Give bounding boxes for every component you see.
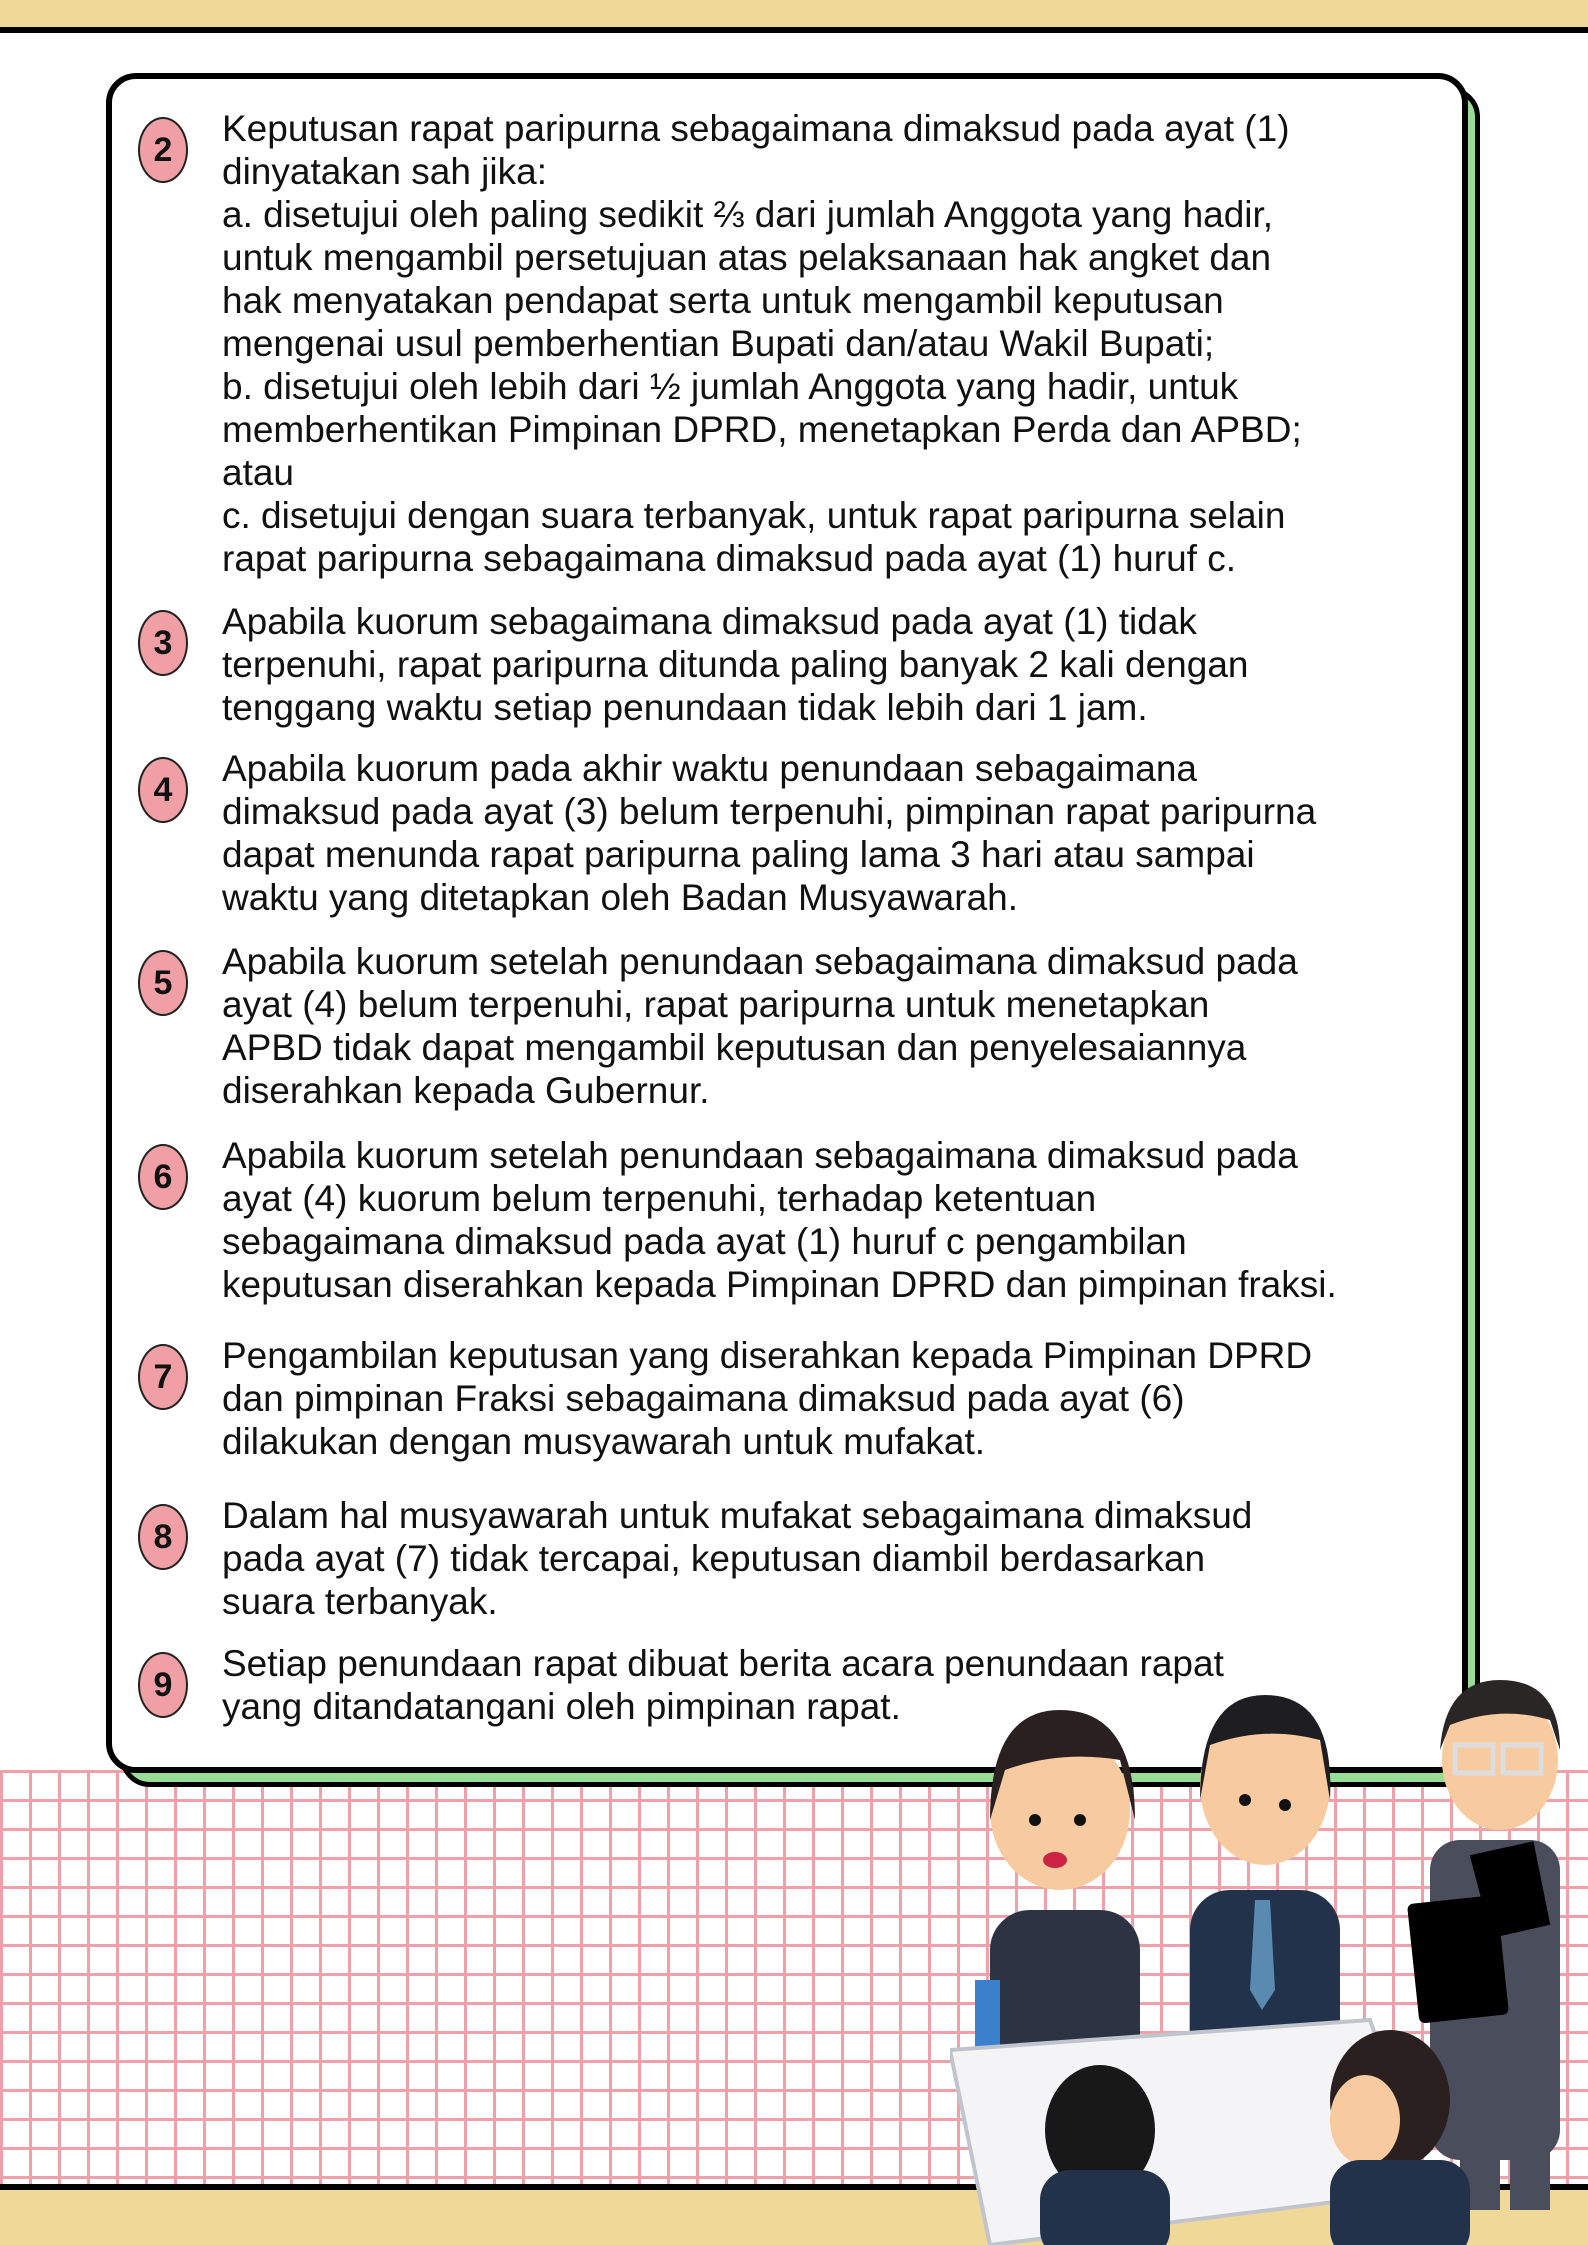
clause-number-badge: 7 bbox=[138, 1344, 188, 1410]
clause-line: mengenai usul pemberhentian Bupati dan/atau Wakil Bupati; bbox=[222, 323, 1215, 364]
clause-line: dan pimpinan Fraksi sebagaimana dimaksud pada ayat (6) bbox=[222, 1378, 1185, 1419]
clause-line: APBD tidak dapat mengambil keputusan dan penyelesaiannya bbox=[222, 1027, 1247, 1068]
clause-line: Dalam hal musyawarah untuk mufakat sebagaimana dimaksud bbox=[222, 1495, 1253, 1536]
clause-number-badge: 2 bbox=[138, 117, 188, 183]
clause-text bbox=[222, 1334, 1472, 1463]
clause-line: untuk mengambil persetujuan atas pelaksanaan hak angket dan bbox=[222, 237, 1272, 278]
clause-text bbox=[222, 1134, 1472, 1306]
clause-line: dimaksud pada ayat (3) belum terpenuhi, pimpinan rapat paripurna bbox=[222, 791, 1317, 832]
clause-item bbox=[153, 1334, 1472, 1463]
meeting-illustration bbox=[950, 1650, 1588, 2245]
clause-number-badge: 6 bbox=[138, 1144, 188, 1210]
clause-line: rapat paripurna sebagaimana dimaksud pada ayat (1) huruf c. bbox=[222, 538, 1236, 579]
clause-line: ayat (4) kuorum belum terpenuhi, terhadap ketentuan bbox=[222, 1178, 1097, 1219]
clause-text bbox=[222, 940, 1472, 1112]
clause-line: hak menyatakan pendapat serta untuk mengambil keputusan bbox=[222, 280, 1224, 321]
clause-number-badge: 9 bbox=[138, 1652, 188, 1718]
clause-text bbox=[222, 600, 1472, 729]
clause-line: yang ditandatangani oleh pimpinan rapat. bbox=[222, 1686, 901, 1727]
clause-item bbox=[153, 107, 1472, 580]
clause-line: Apabila kuorum setelah penundaan sebagaimana dimaksud pada bbox=[222, 941, 1298, 982]
clause-line: Keputusan rapat paripurna sebagaimana dimaksud pada ayat (1) bbox=[222, 108, 1290, 149]
clause-line: Pengambilan keputusan yang diserahkan kepada Pimpinan DPRD bbox=[222, 1335, 1313, 1376]
clause-number-badge: 8 bbox=[138, 1504, 188, 1570]
clause-line: ayat (4) belum terpenuhi, rapat paripurna untuk menetapkan bbox=[222, 984, 1210, 1025]
clause-line: a. disetujui oleh paling sedikit ⅔ dari jumlah Anggota yang hadir, bbox=[222, 194, 1274, 235]
clause-line: Apabila kuorum setelah penundaan sebagaimana dimaksud pada bbox=[222, 1135, 1298, 1176]
clause-line: Setiap penundaan rapat dibuat berita acara penundaan rapat bbox=[222, 1643, 1224, 1684]
clause-item bbox=[153, 940, 1472, 1112]
clause-line: dinyatakan sah jika: bbox=[222, 151, 547, 192]
clause-line: terpenuhi, rapat paripurna ditunda paling banyak 2 kali dengan bbox=[222, 644, 1249, 685]
clause-line: atau bbox=[222, 452, 295, 493]
clause-line: diserahkan kepada Gubernur. bbox=[222, 1070, 710, 1111]
clause-line: tenggang waktu setiap penundaan tidak lebih dari 1 jam. bbox=[222, 687, 1148, 728]
clause-item bbox=[153, 1134, 1472, 1306]
clause-line: waktu yang ditetapkan oleh Badan Musyawarah. bbox=[222, 877, 1019, 918]
clause-item bbox=[153, 600, 1472, 729]
clause-line: memberhentikan Pimpinan DPRD, menetapkan Perda dan APBD; bbox=[222, 409, 1302, 450]
clause-line: b. disetujui oleh lebih dari ½ jumlah Anggota yang hadir, untuk bbox=[222, 366, 1239, 407]
clause-number-badge: 3 bbox=[138, 610, 188, 676]
clause-line: pada ayat (7) tidak tercapai, keputusan diambil berdasarkan bbox=[222, 1538, 1206, 1579]
clause-line: c. disetujui dengan suara terbanyak, untuk rapat paripurna selain bbox=[222, 495, 1286, 536]
clause-line: Apabila kuorum sebagaimana dimaksud pada ayat (1) tidak bbox=[222, 601, 1197, 642]
clause-item bbox=[153, 747, 1472, 919]
clause-line: dapat menunda rapat paripurna paling lama 3 hari atau sampai bbox=[222, 834, 1255, 875]
clause-text bbox=[222, 1494, 1472, 1623]
clause-item bbox=[153, 1494, 1472, 1623]
clause-line: suara terbanyak. bbox=[222, 1581, 498, 1622]
clause-text bbox=[222, 747, 1472, 919]
clause-number-badge: 4 bbox=[138, 757, 188, 823]
clause-number-badge: 5 bbox=[138, 950, 188, 1016]
clause-line: dilakukan dengan musyawarah untuk mufakat. bbox=[222, 1421, 986, 1462]
clause-line: sebagaimana dimaksud pada ayat (1) huruf c pengambilan bbox=[222, 1221, 1187, 1262]
top-band bbox=[0, 0, 1588, 33]
clause-text bbox=[222, 107, 1472, 580]
clause-line: keputusan diserahkan kepada Pimpinan DPRD dan pimpinan fraksi. bbox=[222, 1264, 1337, 1305]
clause-line: Apabila kuorum pada akhir waktu penundaan sebagaimana bbox=[222, 748, 1198, 789]
